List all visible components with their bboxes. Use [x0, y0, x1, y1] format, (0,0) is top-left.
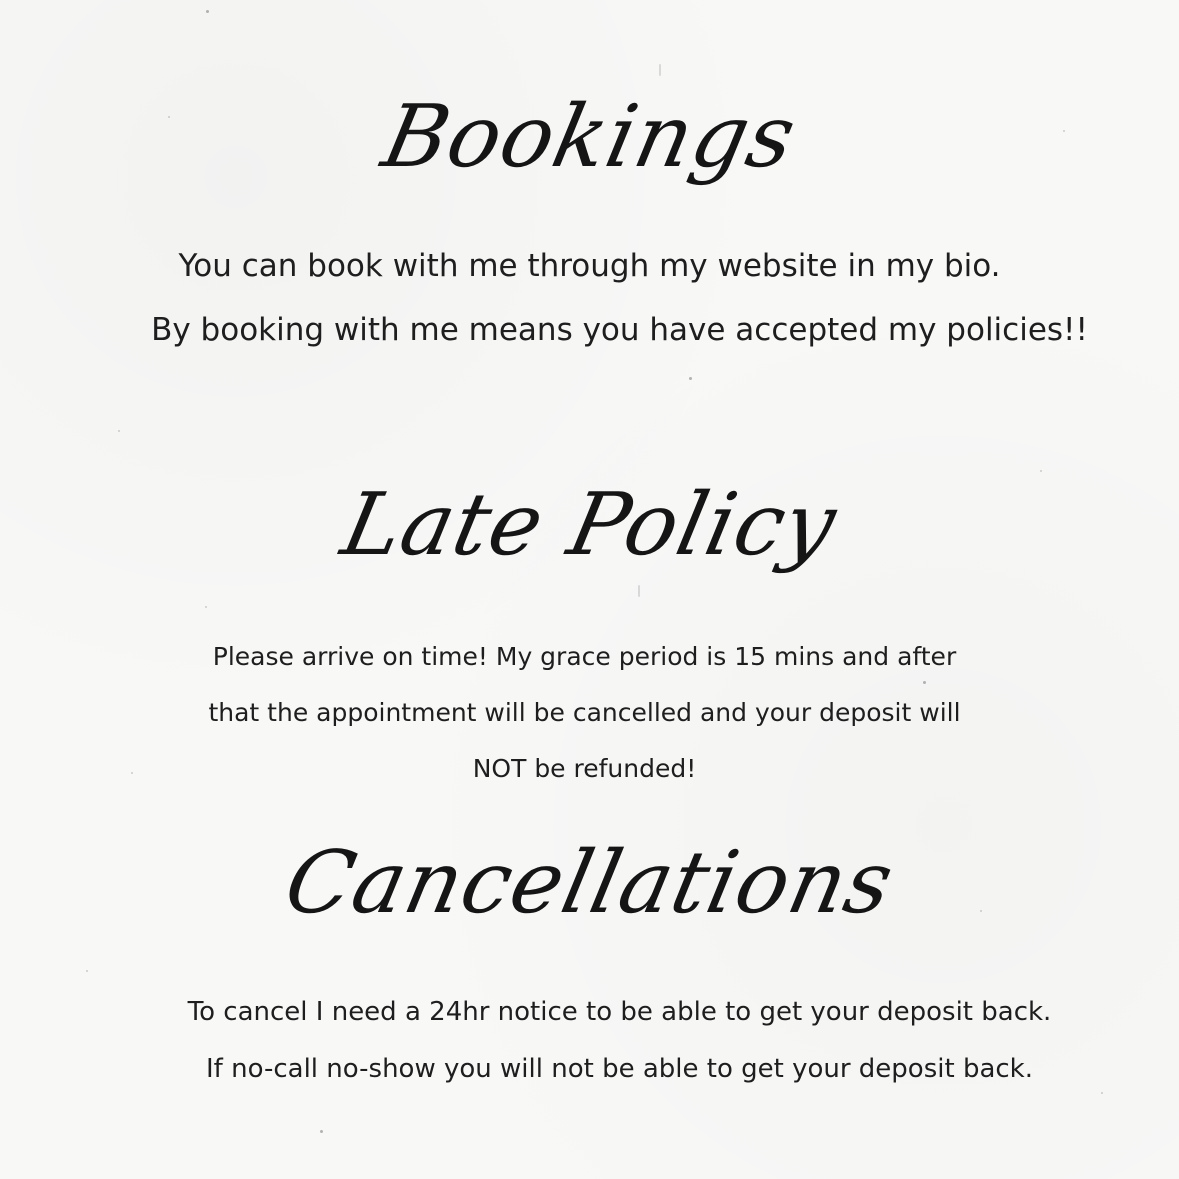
paper-speck	[1101, 1092, 1103, 1094]
paper-speck	[118, 430, 120, 432]
paper-speck	[206, 10, 209, 13]
bookings-line: You can book with me through my website in my bio.	[178, 248, 1001, 284]
paper-speck	[689, 377, 692, 380]
cancellations-heading: Cancellations	[276, 833, 903, 933]
late-policy-line: that the appointment will be cancelled and your deposit will	[208, 698, 961, 727]
cancellations-line: If no-call no-show you will not be able to get your deposit back.	[206, 1054, 1033, 1084]
bookings-line: By booking with me means you have accepted my policies!!	[151, 312, 1088, 348]
paper-speck	[923, 681, 926, 684]
cancellations-line: To cancel I need a 24hr notice to be able to get your deposit back.	[187, 997, 1052, 1027]
paper-speck	[659, 64, 661, 76]
late-policy-heading: Late Policy	[333, 475, 846, 575]
late-policy-line: Please arrive on time! My grace period is 15 mins and after	[212, 642, 957, 671]
paper-speck	[205, 606, 207, 608]
paper-speck	[86, 970, 88, 972]
late-policy-line: NOT be refunded!	[472, 754, 697, 783]
paper-speck	[638, 585, 640, 597]
paper-speck	[320, 1130, 323, 1133]
bookings-heading: Bookings	[374, 87, 805, 187]
